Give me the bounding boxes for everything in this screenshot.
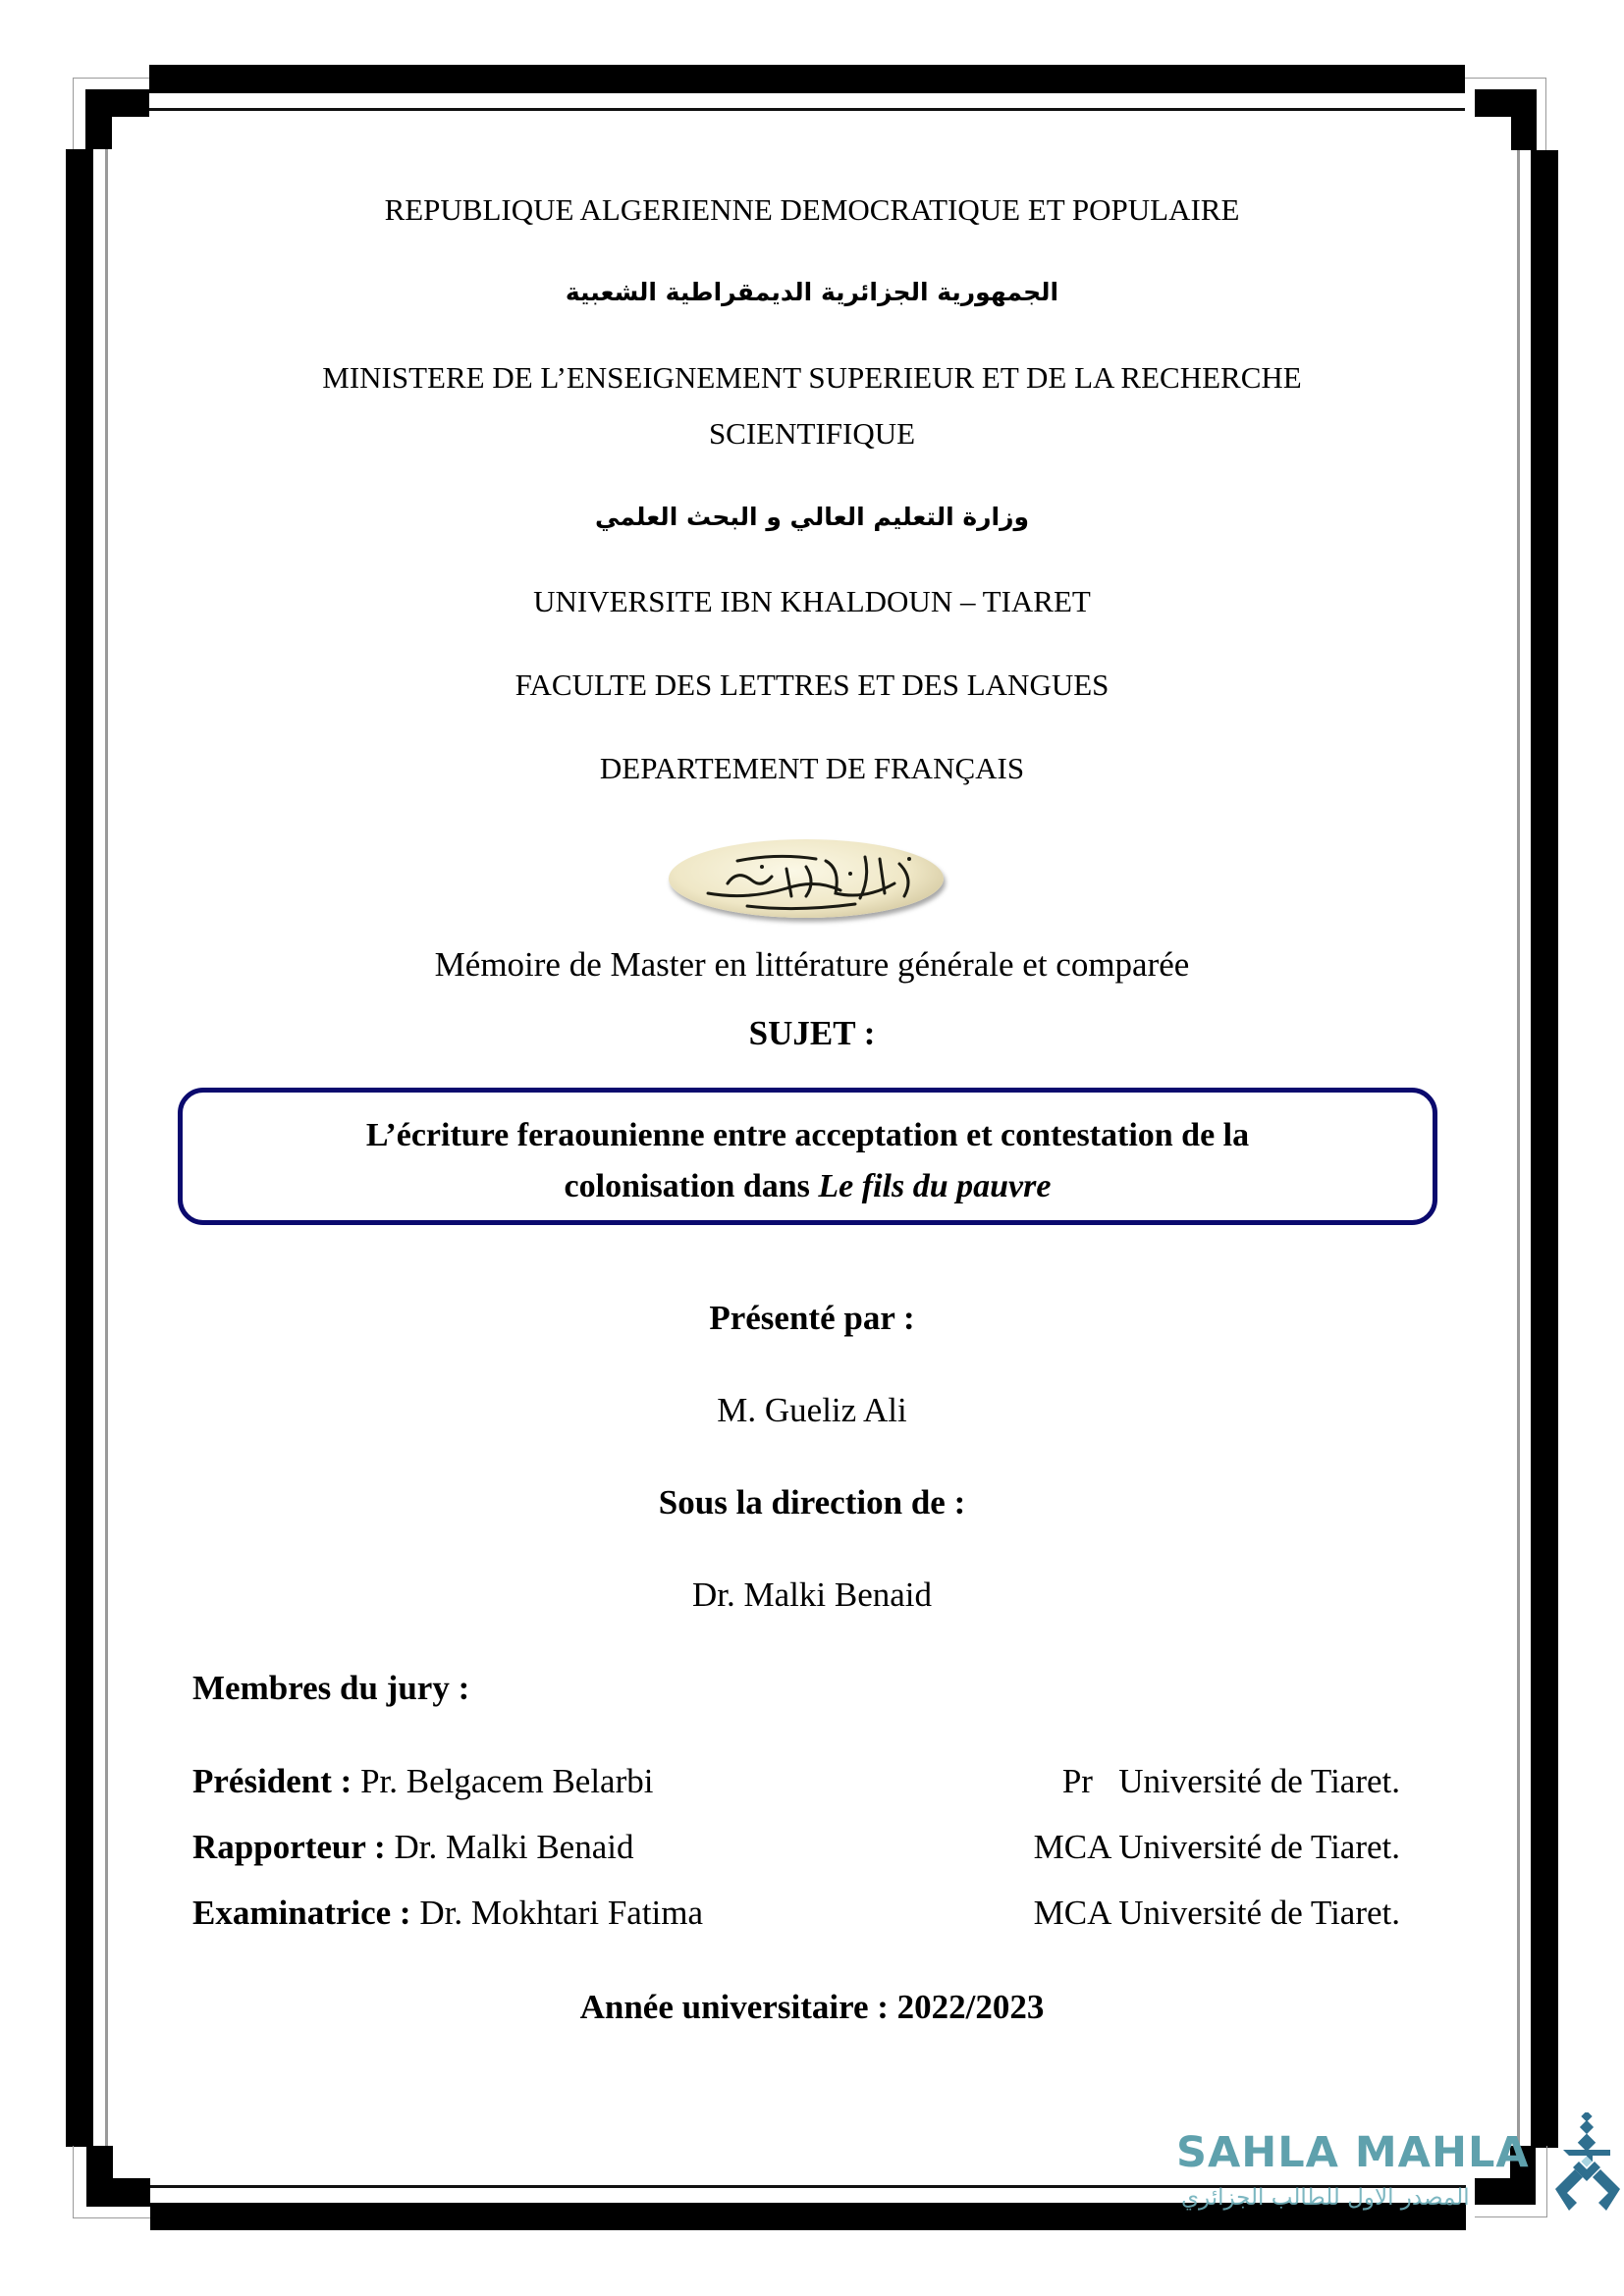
- book-title: Le fils du pauvre: [818, 1168, 1052, 1204]
- jury-grade: MCA: [1033, 1894, 1110, 1932]
- watermark-text: SAHLA MAHLA: [1176, 2128, 1530, 2177]
- ministry-ar: وزارة التعليم العالي و البحث العلمي: [594, 503, 1030, 531]
- jury-institution: Université de Tiaret.: [1118, 1762, 1400, 1800]
- subject-title-line2: [183, 1161, 1433, 1212]
- department-name: DEPARTEMENT DE FRANÇAIS: [599, 751, 1025, 785]
- watermark-subtitle: المصدر الاول للطالب الجزائري: [1181, 2185, 1470, 2211]
- jury-role: Rapporteur :: [192, 1828, 386, 1866]
- republic-fr: REPUBLIQUE ALGERIENNE DEMOCRATIQUE ET POPULAIRE: [384, 192, 1240, 227]
- jury-institution: Université de Tiaret.: [1118, 1828, 1400, 1866]
- presented-by-label: Présenté par :: [709, 1299, 915, 1337]
- border-top-line: [149, 108, 1465, 111]
- subject-label: SUJET :: [748, 1014, 876, 1052]
- jury-name: Dr. Malki Benaid: [385, 1828, 634, 1866]
- sahla-mahla-emblem-icon: [1553, 2112, 1622, 2220]
- subject-title: [183, 1110, 1433, 1212]
- jury-role: Examinatrice :: [192, 1894, 411, 1932]
- jury-name: Pr. Belgacem Belarbi: [352, 1762, 654, 1800]
- subject-title-box: [178, 1088, 1437, 1225]
- university-name: UNIVERSITE IBN KHALDOUN – TIARET: [533, 584, 1091, 618]
- jury-name: Dr. Mokhtari Fatima: [410, 1894, 704, 1932]
- jury-affiliation: [1062, 1762, 1400, 1801]
- faculty-name: FACULTE DES LETTRES ET DES LANGUES: [514, 667, 1110, 702]
- jury-member-president: [192, 1762, 1400, 1801]
- thesis-type: Mémoire de Master en littérature générale et comparée: [434, 945, 1190, 984]
- ministry-fr-line2: SCIENTIFIQUE: [708, 416, 916, 451]
- university-logo-icon: [669, 839, 944, 918]
- jury-affiliation: [1034, 1828, 1400, 1867]
- jury-institution: Université de Tiaret.: [1118, 1894, 1400, 1932]
- supervisor-name: Dr. Malki Benaid: [692, 1575, 932, 1614]
- author-name: M. Gueliz Ali: [717, 1391, 907, 1429]
- jury-grade: MCA: [1033, 1828, 1110, 1866]
- jury-member-examinatrice: [192, 1894, 1400, 1933]
- border-top-bar: [149, 65, 1465, 93]
- jury-member-rapporteur: [192, 1828, 1400, 1867]
- jury-label: Membres du jury :: [192, 1669, 470, 1707]
- academic-year: Année universitaire : 2022/2023: [579, 1988, 1045, 2026]
- subject-title-line2-text: colonisation dans: [564, 1168, 819, 1204]
- subject-title-line1: L’écriture feraounienne entre acceptation et contestation de la: [365, 1117, 1250, 1153]
- jury-grade: Pr: [1061, 1762, 1093, 1800]
- jury-role: Président :: [192, 1762, 352, 1800]
- jury-affiliation: [1034, 1894, 1400, 1933]
- republic-ar: الجمهورية الجزائرية الديمقراطية الشعبية: [565, 278, 1059, 306]
- ministry-fr-line1: MINISTERE DE L’ENSEIGNEMENT SUPERIEUR ET DE LA RECHERCHE: [322, 360, 1302, 395]
- direction-label: Sous la direction de :: [658, 1483, 966, 1522]
